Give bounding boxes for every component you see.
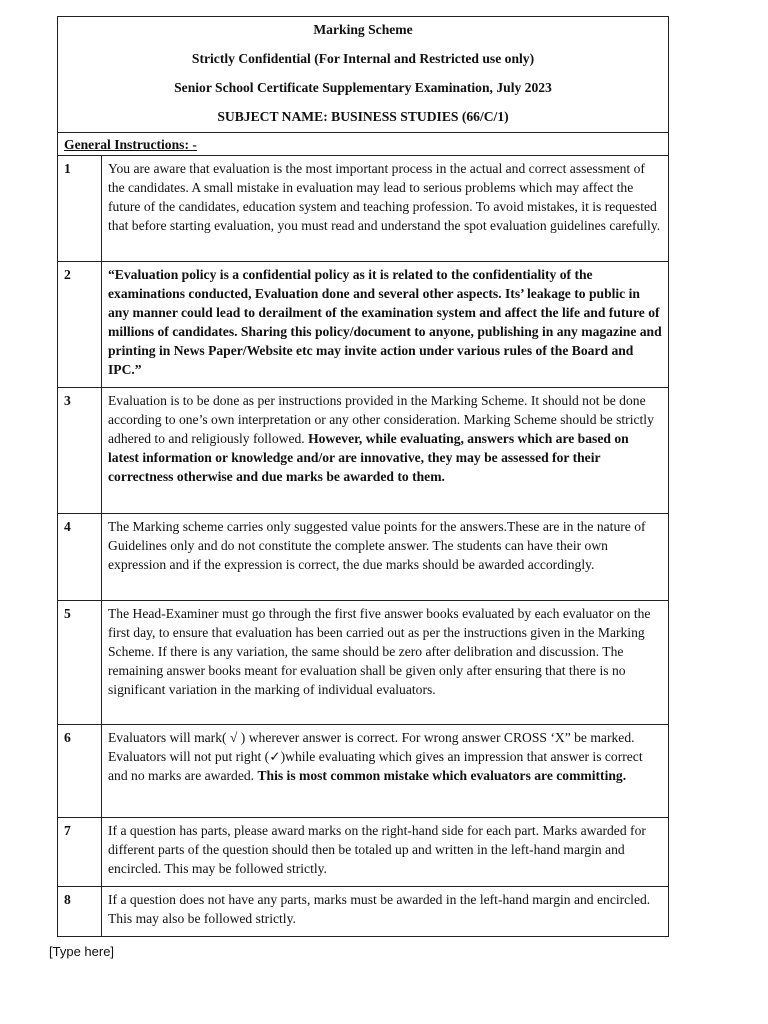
instruction-text: If a question does not have any parts, marks must be awarded in the left-hand margin and encircled. This may also be followed strictly. (102, 887, 669, 937)
instruction-number: 5 (58, 601, 102, 725)
footer-placeholder: [Type here] (49, 944, 115, 959)
instruction-text: The Head-Examiner must go through the first five answer books evaluated by each evaluator on the first day, to ensure that evaluation has been carried out as per the instructions given in the Marking Scheme. If there is any variation, the same should be zero after delibration and discussion. The remaining answer books meant for evaluation shall be given only after ensuring that there is no significant variation in the marking of individual evaluators. (102, 601, 669, 725)
general-instructions-label: General Instructions: - (64, 137, 197, 152)
instruction-text: “Evaluation policy is a confidential policy as it is related to the confidentiality of the examinations conducted, Evaluation done and several other aspects. Its’ leakage to public in any manner could lead to derailment of the examination system and affect the life and future of millions of candidates. Sharing this policy/document to anyone, publishing in any magazine and printing in News Paper/Website etc may invite action under various rules of the Board and IPC.” (102, 262, 669, 388)
instruction-row (58, 514, 669, 601)
instruction-text: Evaluators will mark( √ ) wherever answer is correct. For wrong answer CROSS ‘X” be marked. Evaluators will not put right (✓)while evaluating which gives an impression that answer is correct and no marks are awarded. This is most common mistake which evaluators are committing. (102, 725, 669, 818)
confidential-notice: Strictly Confidential (For Internal and Restricted use only) (191, 51, 535, 66)
doc-title: Marking Scheme (313, 22, 413, 37)
instruction-row (58, 601, 669, 725)
instruction-number: 1 (58, 156, 102, 262)
instruction-row (58, 725, 669, 818)
instruction-row (58, 887, 669, 937)
instructions-table (57, 16, 669, 937)
instruction-text: You are aware that evaluation is the most important process in the actual and correct assessment of the candidates. A small mistake in evaluation may lead to serious problems which may affect the future of the candidates, education system and teaching profession. To avoid mistakes, it is requested that before starting evaluation, you must read and understand the spot evaluation guidelines carefully. (102, 156, 669, 262)
instruction-number: 2 (58, 262, 102, 388)
instruction-number: 8 (58, 887, 102, 937)
subject-name: SUBJECT NAME: BUSINESS STUDIES (66/C/1) (217, 109, 509, 124)
general-instructions-row (58, 133, 669, 156)
instruction-number: 4 (58, 514, 102, 601)
instruction-number: 3 (58, 388, 102, 514)
instruction-text: If a question has parts, please award marks on the right-hand side for each part. Marks awarded for different parts of the question should then be totaled up and written in the left-hand margin and encircled. This may be followed strictly. (102, 818, 669, 887)
exam-name: Senior School Certificate Supplementary Examination, July 2023 (174, 80, 552, 95)
instruction-row (58, 156, 669, 262)
instruction-number: 7 (58, 818, 102, 887)
instruction-text: The Marking scheme carries only suggested value points for the answers.These are in the nature of Guidelines only and do not constitute the complete answer. The students can have their own expression and if the expression is correct, the due marks should be awarded accordingly. (102, 514, 669, 601)
header-cell (58, 17, 669, 133)
instruction-text: Evaluation is to be done as per instructions provided in the Marking Scheme. It should not be done according to one’s own interpretation or any other consideration. Marking Scheme should be strictly adhered to and religiously followed. However, while evaluating, answers which are based on latest information or knowledge and/or are innovative, they may be assessed for their correctness otherwise and due marks be awarded to them. (102, 388, 669, 514)
instruction-number: 6 (58, 725, 102, 818)
header-row (58, 17, 669, 133)
instruction-row (58, 388, 669, 514)
instruction-row (58, 818, 669, 887)
instruction-row (58, 262, 669, 388)
